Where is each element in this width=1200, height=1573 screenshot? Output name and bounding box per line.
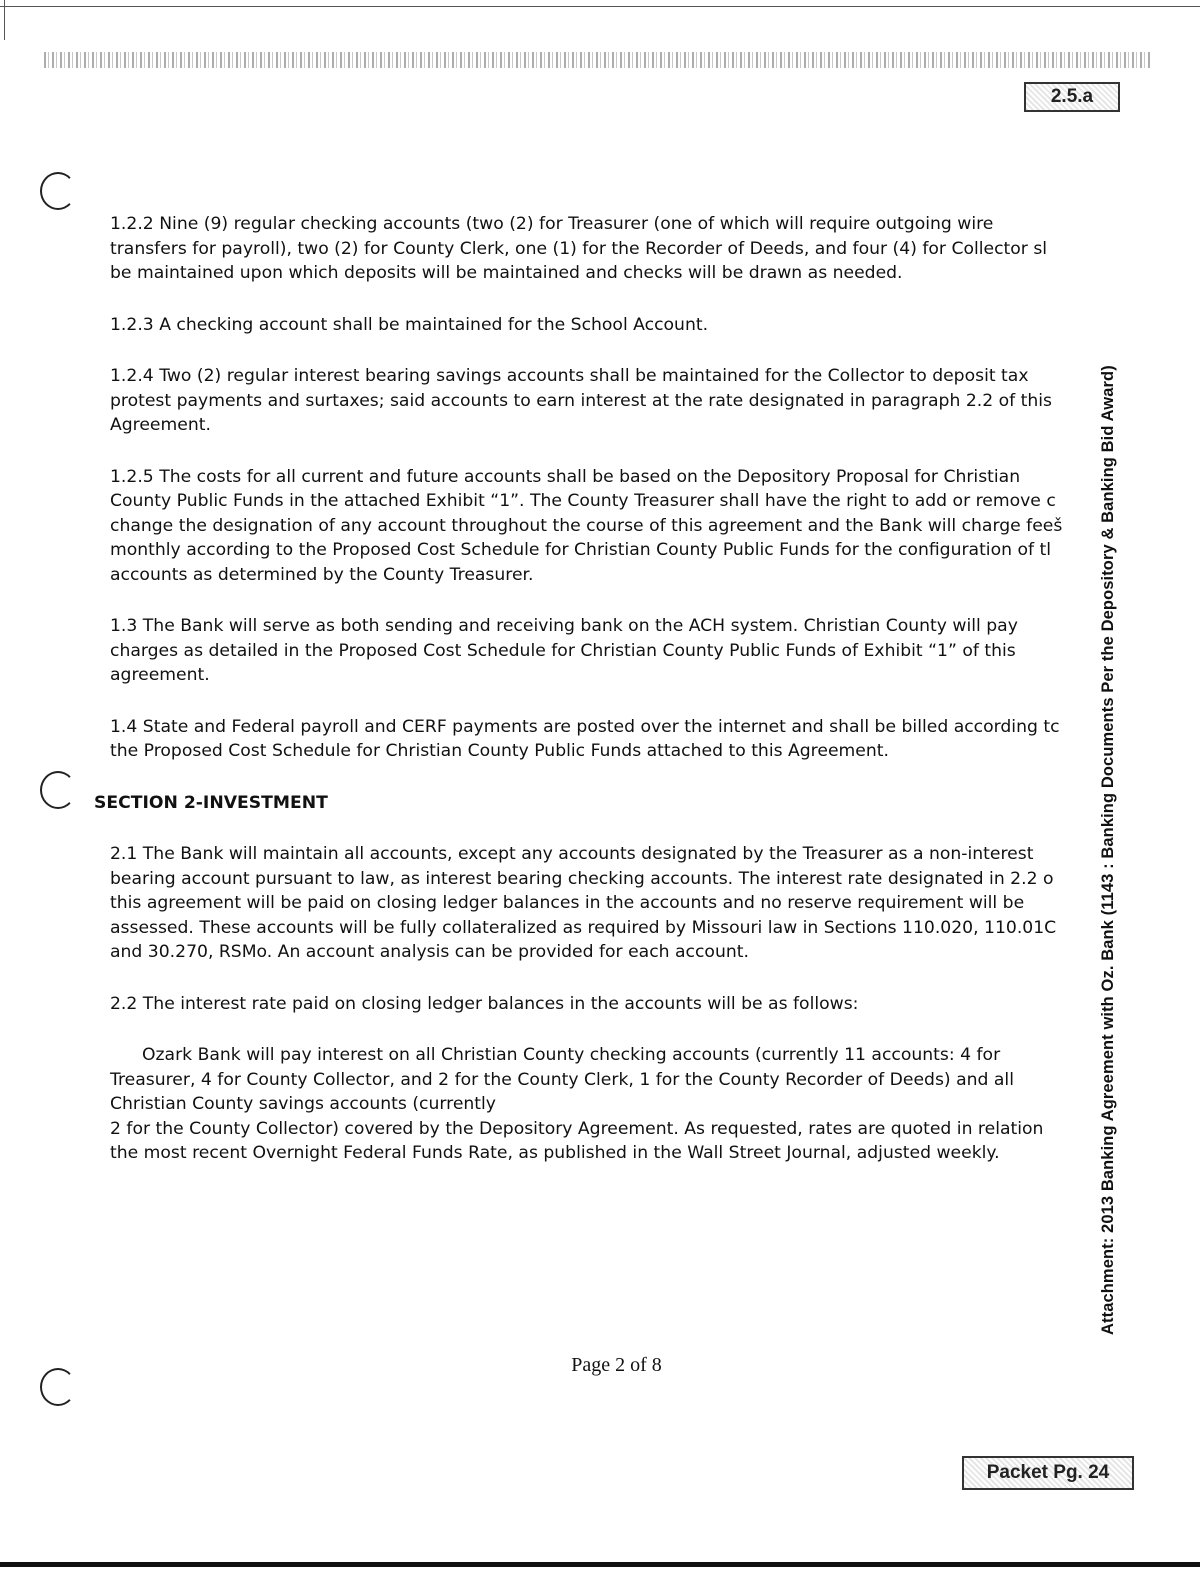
agenda-item-tag: 2.5.a (1024, 82, 1120, 112)
scan-edge-line (0, 6, 1200, 7)
scan-left-edge (4, 0, 5, 40)
scan-bottom-edge (0, 1562, 1200, 1567)
page-number: Page 2 of 8 (571, 1354, 662, 1376)
binder-hole-icon (40, 771, 76, 809)
paragraph-interest-terms: Ozark Bank will pay interest on all Christian County checking accounts (currently 11 accounts: 4 for Treasurer, 4 for County Collector, and 2 for the County Clerk, 1 for the County Recorder of Deeds) and all Christian County savings accounts (currently 2 for the County Collector) covered by the Depository Agreement. As requested, rates are quoted in relation the most recent Overnight Federal Funds Rate, as published in the Wall Street Journal, adjusted weekly. (110, 1045, 1044, 1163)
paragraph-2-2: 2.2 The interest rate paid on closing ledger balances in the accounts will be as follows: (110, 993, 859, 1014)
binder-hole-icon (40, 172, 76, 210)
paragraph-2-1: 2.1 The Bank will maintain all accounts, except any accounts designated by the Treasurer as a non-interest bearing account pursuant to law, as interest bearing checking accounts. The interest rate designated in 2.2 o this agreement will be paid on closing ledger balances in the accounts and no reserve requirement will be assessed. These accounts will be fully collateralized as required by Missouri law in Sections 110.020, 110.01C and 30.270, RSMo. An account analysis can be provided for each account. (110, 844, 1057, 962)
attachment-side-note: Attachment: 2013 Banking Agreement with Oz. Bank (1143 : Banking Documents Per the Depository & Banking Bid Award) (1099, 365, 1117, 1335)
paragraph-1-2-3: 1.2.3 A checking account shall be maintained for the School Account. (110, 314, 709, 335)
section-heading: SECTION 2-INVESTMENT (94, 792, 328, 813)
paragraph-1-2-2: 1.2.2 Nine (9) regular checking accounts (two (2) for Treasurer (one of which will require outgoing wire transfers for payroll), two (2) for County Clerk, one (1) for the Recorder of Deeds, and four (4) for Collector sl be maintained upon which deposits will be maintained and checks will be drawn as needed. (110, 214, 1048, 283)
document-body (94, 212, 1090, 1193)
scan-noise-band (44, 52, 1150, 68)
paragraph-1-4: 1.4 State and Federal payroll and CERF payments are posted over the internet and shall be billed according tc the Proposed Cost Schedule for Christian County Public Funds attached to this Agreement. (110, 716, 1060, 761)
paragraph-1-2-5: 1.2.5 The costs for all current and future accounts shall be based on the Depository Proposal for Christian County Public Funds in the attached Exhibit “1”. The County Treasurer shall have the right to add or remove c change the designation of any account throughout the course of this agreement and the Bank will charge feeš monthly according to the Proposed Cost Schedule for Christian County Public Funds for the configuration of tl accounts as determined by the County Treasurer. (110, 466, 1063, 585)
packet-page-tag: Packet Pg. 24 (962, 1456, 1134, 1490)
paragraph-1-2-4: 1.2.4 Two (2) regular interest bearing savings accounts shall be maintained for the Collector to deposit tax protest payments and surtaxes; said accounts to earn interest at the rate designated in paragraph 2.2 of this Agreement. (110, 366, 1053, 435)
paragraph-1-3: 1.3 The Bank will serve as both sending and receiving bank on the ACH system. Christian County will pay charges as detailed in the Proposed Cost Schedule for Christian County Public Funds of Exhibit “1” of this agreement. (110, 616, 1018, 685)
